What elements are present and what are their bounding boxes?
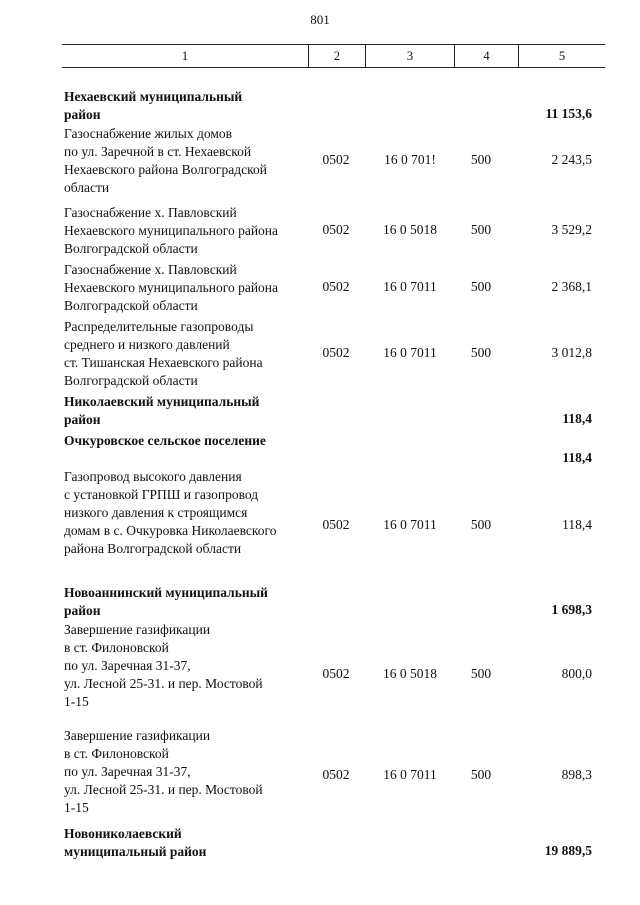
item-name: Газопровод высокого давления с установкой ГРПШ и газопровод низкого давления к строящимся домам в с. Очкуровка Николаевского района Волгоградской области	[64, 469, 277, 556]
section-name: Новониколаевский муниципальный район	[64, 826, 207, 859]
item-name: Завершение газификации в ст. Филоновской по ул. Заречная 31-37, ул. Лесной 25-31. и пер. Мостовой 1-15	[64, 622, 263, 709]
cell-amount: 898,3	[561, 767, 592, 782]
item-name: Распределительные газопроводы среднего и низкого давлений ст. Тишанская Нехаевского района Волгоградской области	[64, 319, 263, 388]
page-number: 801	[310, 12, 330, 27]
section-total: 118,4	[562, 450, 592, 465]
cell-amount: 3 529,2	[551, 222, 592, 237]
cell-amount: 3 012,8	[551, 345, 592, 360]
cell-target-code: 16 0 7011	[383, 517, 437, 532]
section-name: Нехаевский муниципальный район	[64, 89, 243, 122]
cell-target-code: 16 0 7011	[383, 345, 437, 360]
cell-section-code: 0502	[322, 222, 350, 237]
item-name: Газоснабжение х. Павловский Нехаевского муниципального района Волгоградской области	[64, 262, 279, 313]
cell-expense-type: 500	[470, 345, 492, 360]
section-name: Николаевский муниципальный район	[64, 394, 260, 427]
header-col-1: 1	[62, 45, 309, 67]
cell-section-code: 0502	[322, 767, 350, 782]
section-total: 11 153,6	[545, 106, 592, 121]
section-name: Новоаннинский муниципальный район	[64, 585, 268, 618]
table-header	[62, 44, 605, 68]
cell-target-code: 16 0 7011	[383, 279, 437, 294]
cell-section-code: 0502	[322, 152, 350, 167]
header-col-3: 3	[366, 45, 455, 67]
cell-amount: 2 368,1	[551, 279, 592, 294]
cell-amount: 800,0	[561, 666, 592, 681]
cell-expense-type: 500	[470, 152, 492, 167]
header-col-5: 5	[558, 49, 566, 63]
cell-target-code: 16 0 5018	[383, 666, 437, 681]
cell-expense-type: 500	[470, 767, 492, 782]
cell-target-code: 16 0 5018	[383, 222, 437, 237]
cell-amount: 118,4	[562, 517, 592, 532]
cell-expense-type: 500	[470, 517, 492, 532]
cell-target-code: 16 0 7011	[383, 767, 437, 782]
section-total: 118,4	[562, 411, 592, 426]
item-name: Завершение газификации в ст. Филоновской по ул. Заречная 31-37, ул. Лесной 25-31. и пер. Мостовой 1-15	[64, 728, 263, 815]
cell-section-code: 0502	[322, 517, 350, 532]
cell-section-code: 0502	[322, 666, 350, 681]
section-total: 1 698,3	[551, 602, 592, 617]
item-name: Газоснабжение х. Павловский Нехаевского муниципального района Волгоградской области	[64, 205, 279, 256]
cell-expense-type: 500	[470, 666, 492, 681]
section-name: Очкуровское сельское поселение	[64, 433, 266, 448]
header-col-4: 4	[455, 45, 519, 67]
cell-section-code: 0502	[322, 279, 350, 294]
cell-target-code: 16 0 701!	[384, 152, 436, 167]
cell-expense-type: 500	[470, 222, 492, 237]
header-col-2: 2	[309, 45, 366, 67]
cell-amount: 2 243,5	[551, 152, 592, 167]
cell-expense-type: 500	[470, 279, 492, 294]
cell-section-code: 0502	[322, 345, 350, 360]
section-total: 19 889,5	[544, 843, 592, 858]
item-name: Газоснабжение жилых домов по ул. Заречной в ст. Нехаевской Нехаевского района Волгоградской области	[64, 126, 267, 195]
